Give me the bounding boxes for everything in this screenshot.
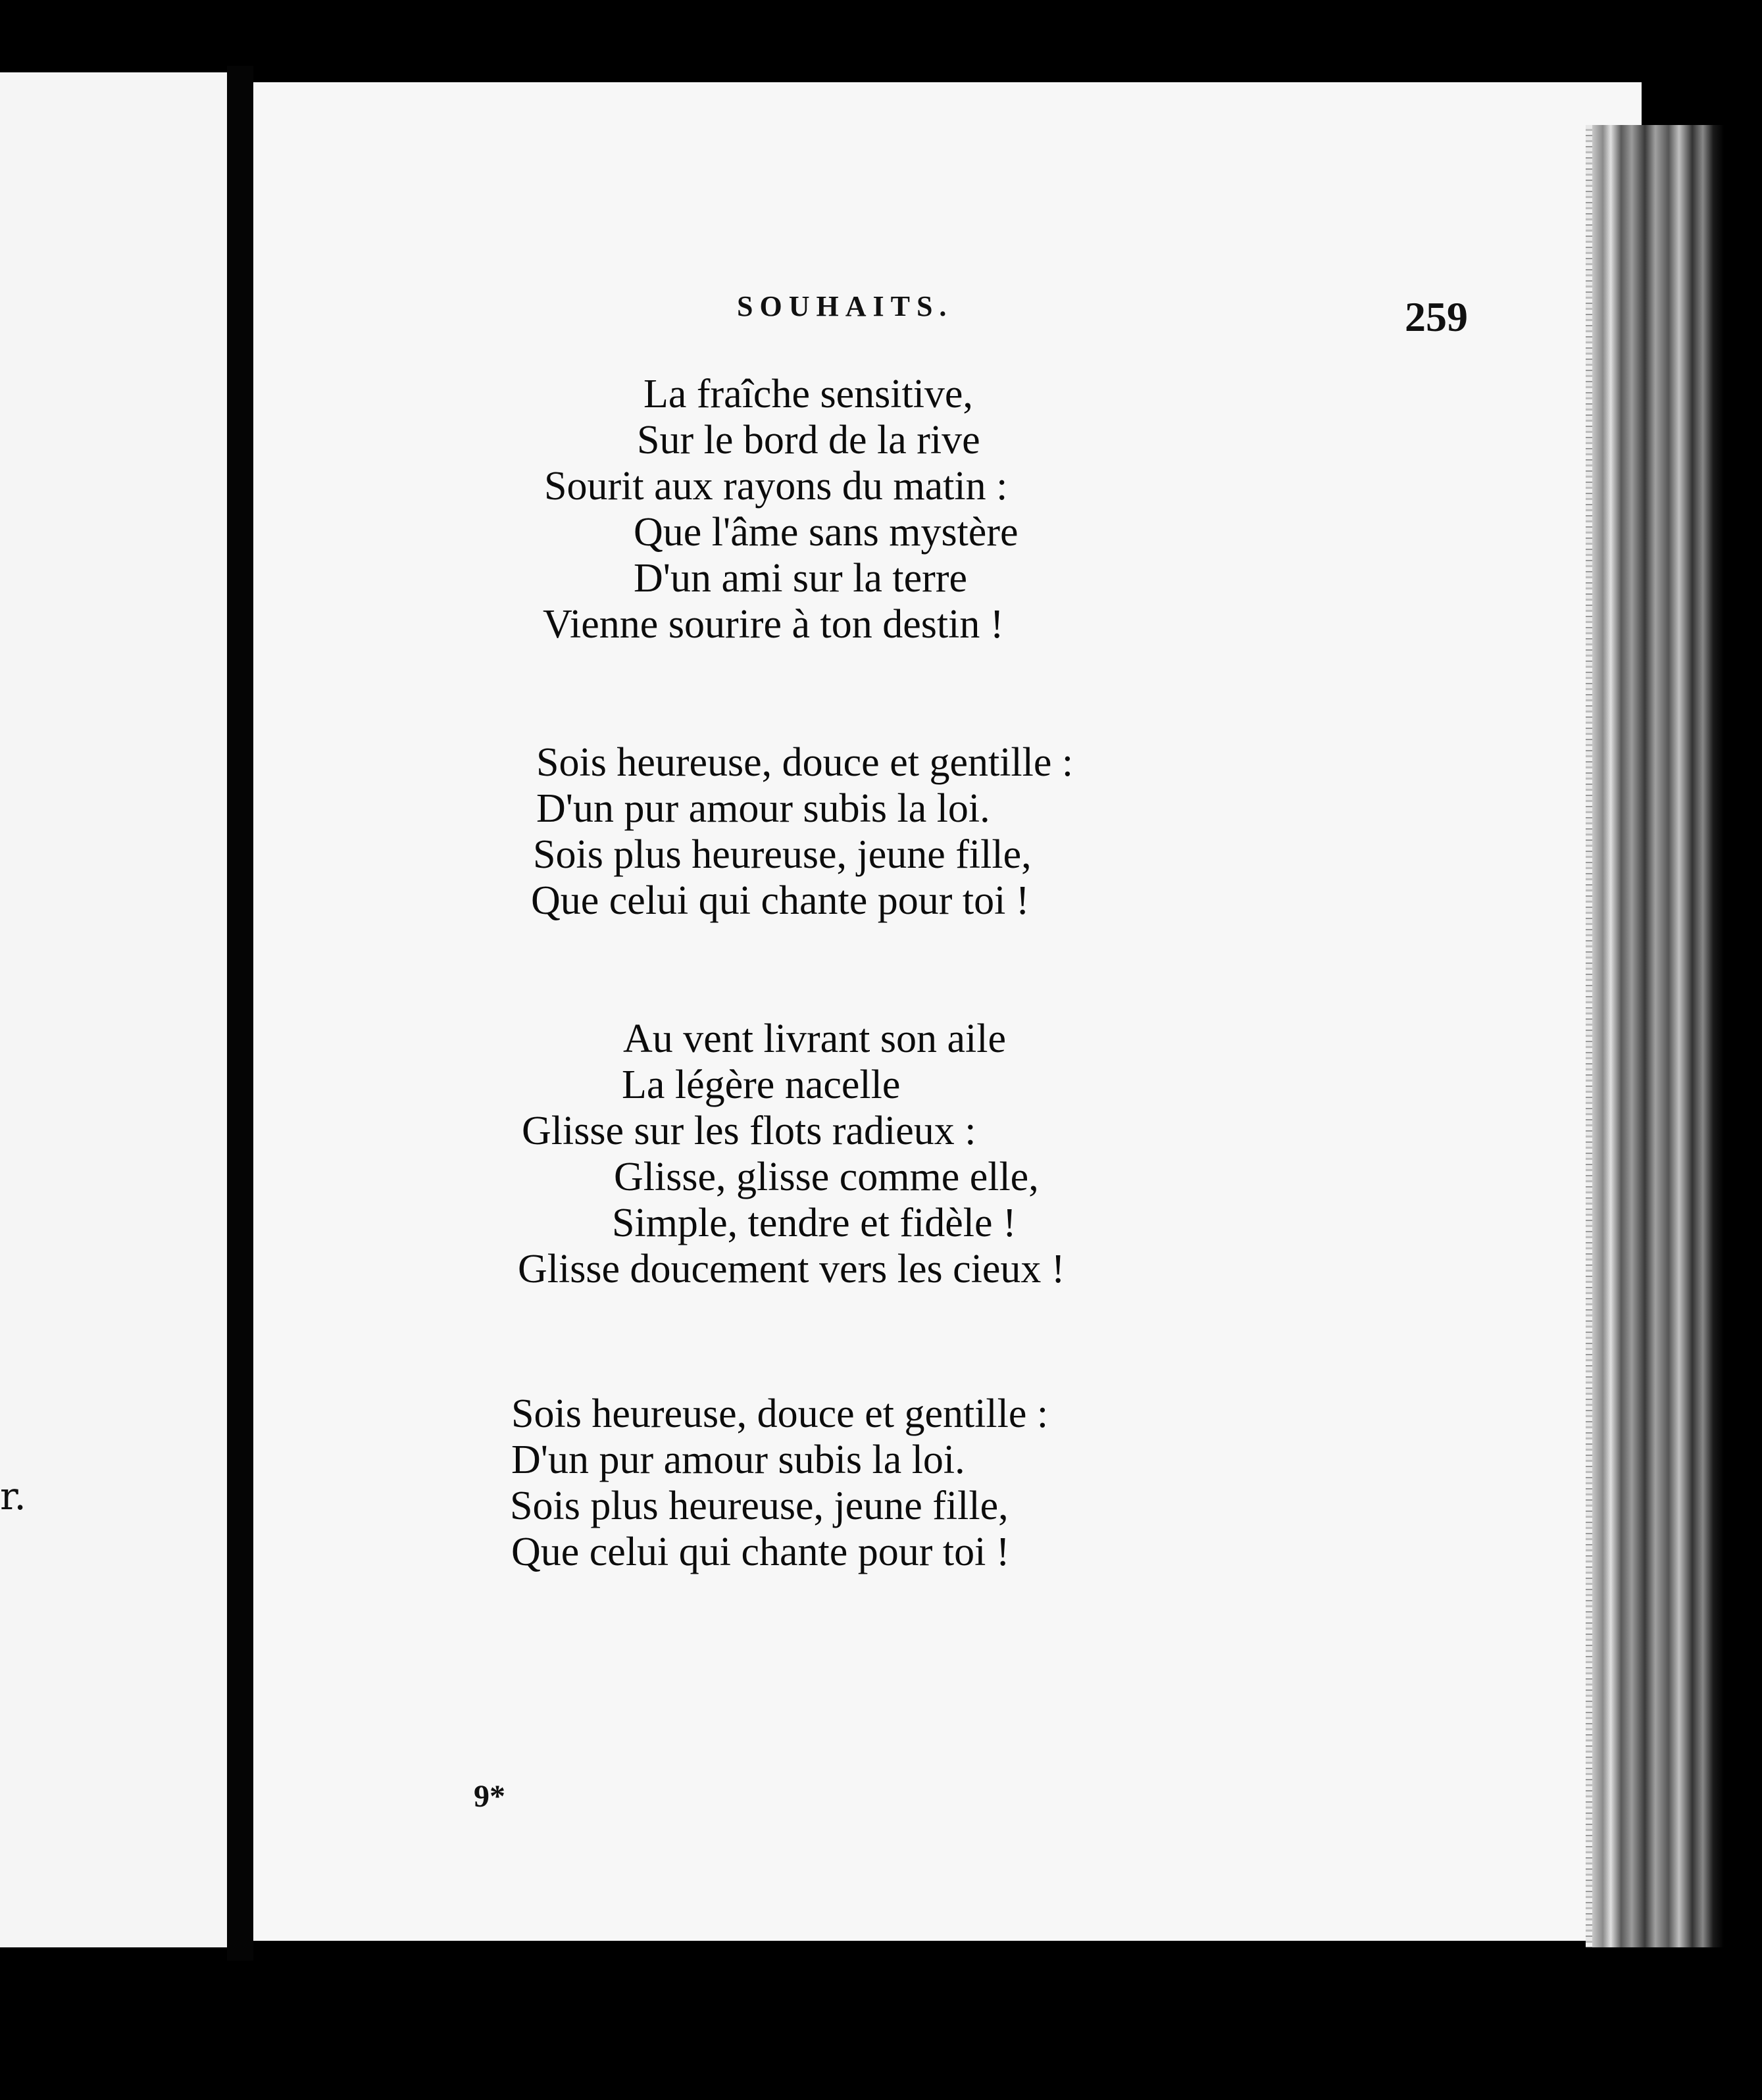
poem-line: Glisse, glisse comme elle,	[614, 1155, 1039, 1199]
poem-line: Glisse doucement vers les cieux !	[518, 1247, 1065, 1291]
poem-line: Glisse sur les flots radieux :	[522, 1109, 976, 1153]
page-edges	[1592, 125, 1724, 1947]
poem-line: Sois heureuse, douce et gentille :	[536, 740, 1074, 785]
poem-line: Sourit aux rayons du matin :	[544, 464, 1008, 509]
poem-line: Que celui qui chante pour toi !	[511, 1530, 1010, 1574]
poem-line: Que l'âme sans mystère	[634, 510, 1019, 555]
poem-line: Au vent livrant son aile	[623, 1016, 1006, 1061]
poem-line: Que celui qui chante pour toi !	[531, 878, 1030, 923]
previous-page-fragment: r.	[0, 1474, 26, 1518]
poem-line: Sur le bord de la rive	[637, 418, 980, 463]
previous-page-edge	[0, 72, 227, 1947]
poem-line: Vienne sourire à ton destin !	[543, 602, 1004, 647]
signature-mark: 9*	[474, 1779, 505, 1814]
poem-line: La légère nacelle	[622, 1062, 901, 1107]
poem-line: Sois plus heureuse, jeune fille,	[510, 1484, 1009, 1528]
poem-line: D'un pur amour subis la loi.	[536, 786, 990, 831]
running-title: SOUHAITS.	[737, 290, 953, 322]
poem-line: D'un ami sur la terre	[634, 556, 967, 601]
page-number: 259	[1405, 293, 1468, 340]
book-gutter	[227, 66, 253, 1961]
book-page	[253, 82, 1642, 1941]
poem-line: Simple, tendre et fidèle !	[612, 1201, 1017, 1245]
poem-line: D'un pur amour subis la loi.	[511, 1438, 965, 1482]
poem-line: Sois heureuse, douce et gentille :	[511, 1391, 1049, 1436]
poem-line: La fraîche sensitive,	[643, 372, 973, 416]
poem-line: Sois plus heureuse, jeune fille,	[533, 832, 1032, 877]
